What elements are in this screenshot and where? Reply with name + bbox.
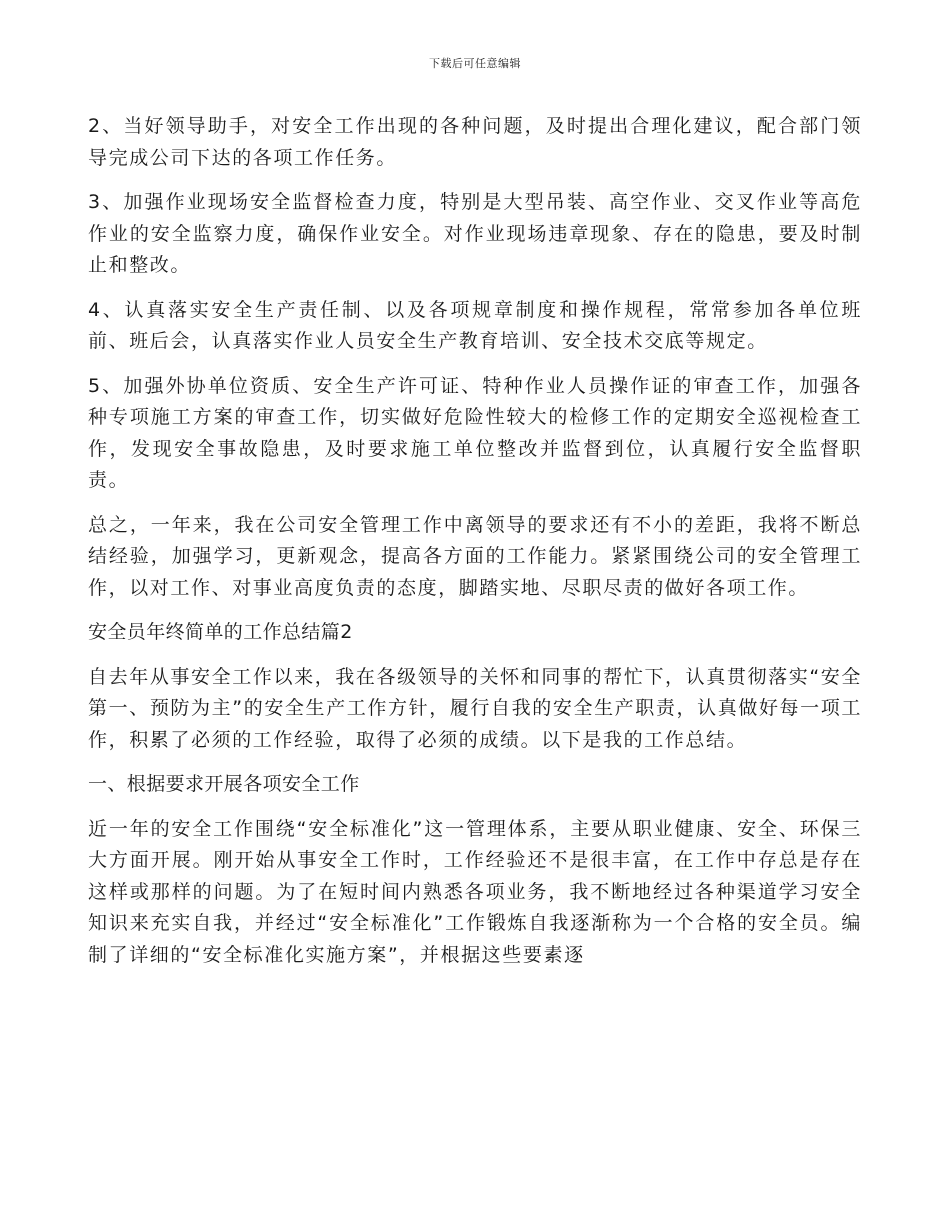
page-header: 下载后可任意编辑 bbox=[429, 57, 521, 70]
paragraph-item-3: 3、加强作业现场安全监督检查力度，特别是大型吊装、高空作业、交叉作业等高危作业的安全监察力度，确保作业安全。对作业现场违章现象、存在的隐患，要及时制止和整改。 bbox=[88, 191, 862, 276]
paragraph-body: 近一年的安全工作围绕“安全标准化”这一管理体系，主要从职业健康、安全、环保三大方面开展。刚开始从事安全工作时，工作经验还不是很丰富，在工作中存总是存在这样或那样的问题。为了在短时间内熟悉各项业务，我不断地经过各种渠道学习安全知识来充实自我，并经过“安全标准化”工作锻炼自我逐渐称为一个合格的安全员。编制了详细的“安全标准化实施方案”，并根据这些要素逐 bbox=[88, 817, 862, 966]
paragraph-item-4: 4、认真落实安全生产责任制、以及各项规章制度和操作规程，常常参加各单位班前、班后会，认真落实作业人员安全生产教育培训、安全技术交底等规定。 bbox=[88, 298, 862, 352]
paragraph-item-2: 2、当好领导助手，对安全工作出现的各种问题，及时提出合理化建议，配合部门领导完成公司下达的各项工作任务。 bbox=[88, 115, 862, 169]
paragraph-item-5: 5、加强外协单位资质、安全生产许可证、特种作业人员操作证的审查工作，加强各种专项施工方案的审查工作，切实做好危险性较大的检修工作的定期安全巡视检查工作，发现安全事故隐患，及时要求施工单位整改并监督到位，认真履行安全监督职责。 bbox=[88, 374, 862, 491]
paragraph-summary: 总之，一年来，我在公司安全管理工作中离领导的要求还有不小的差距，我将不断总结经验，加强学习，更新观念，提高各方面的工作能力。紧紧围绕公司的安全管理工作，以对工作、对事业高度负责的态度，脚踏实地、尽职尽责的做好各项工作。 bbox=[88, 513, 862, 599]
document-body bbox=[88, 111, 862, 984]
section-title: 安全员年终简单的工作总结篇2 bbox=[88, 621, 353, 643]
subsection-heading: 一、根据要求开展各项安全工作 bbox=[88, 773, 360, 795]
paragraph-intro: 自去年从事安全工作以来，我在各级领导的关怀和同事的帮忙下，认真贯彻落实“安全第一、预防为主”的安全生产工作方针，履行自我的安全生产职责，认真做好每一项工作，积累了必须的工作经验，取得了必须的成绩。以下是我的工作总结。 bbox=[88, 665, 862, 751]
